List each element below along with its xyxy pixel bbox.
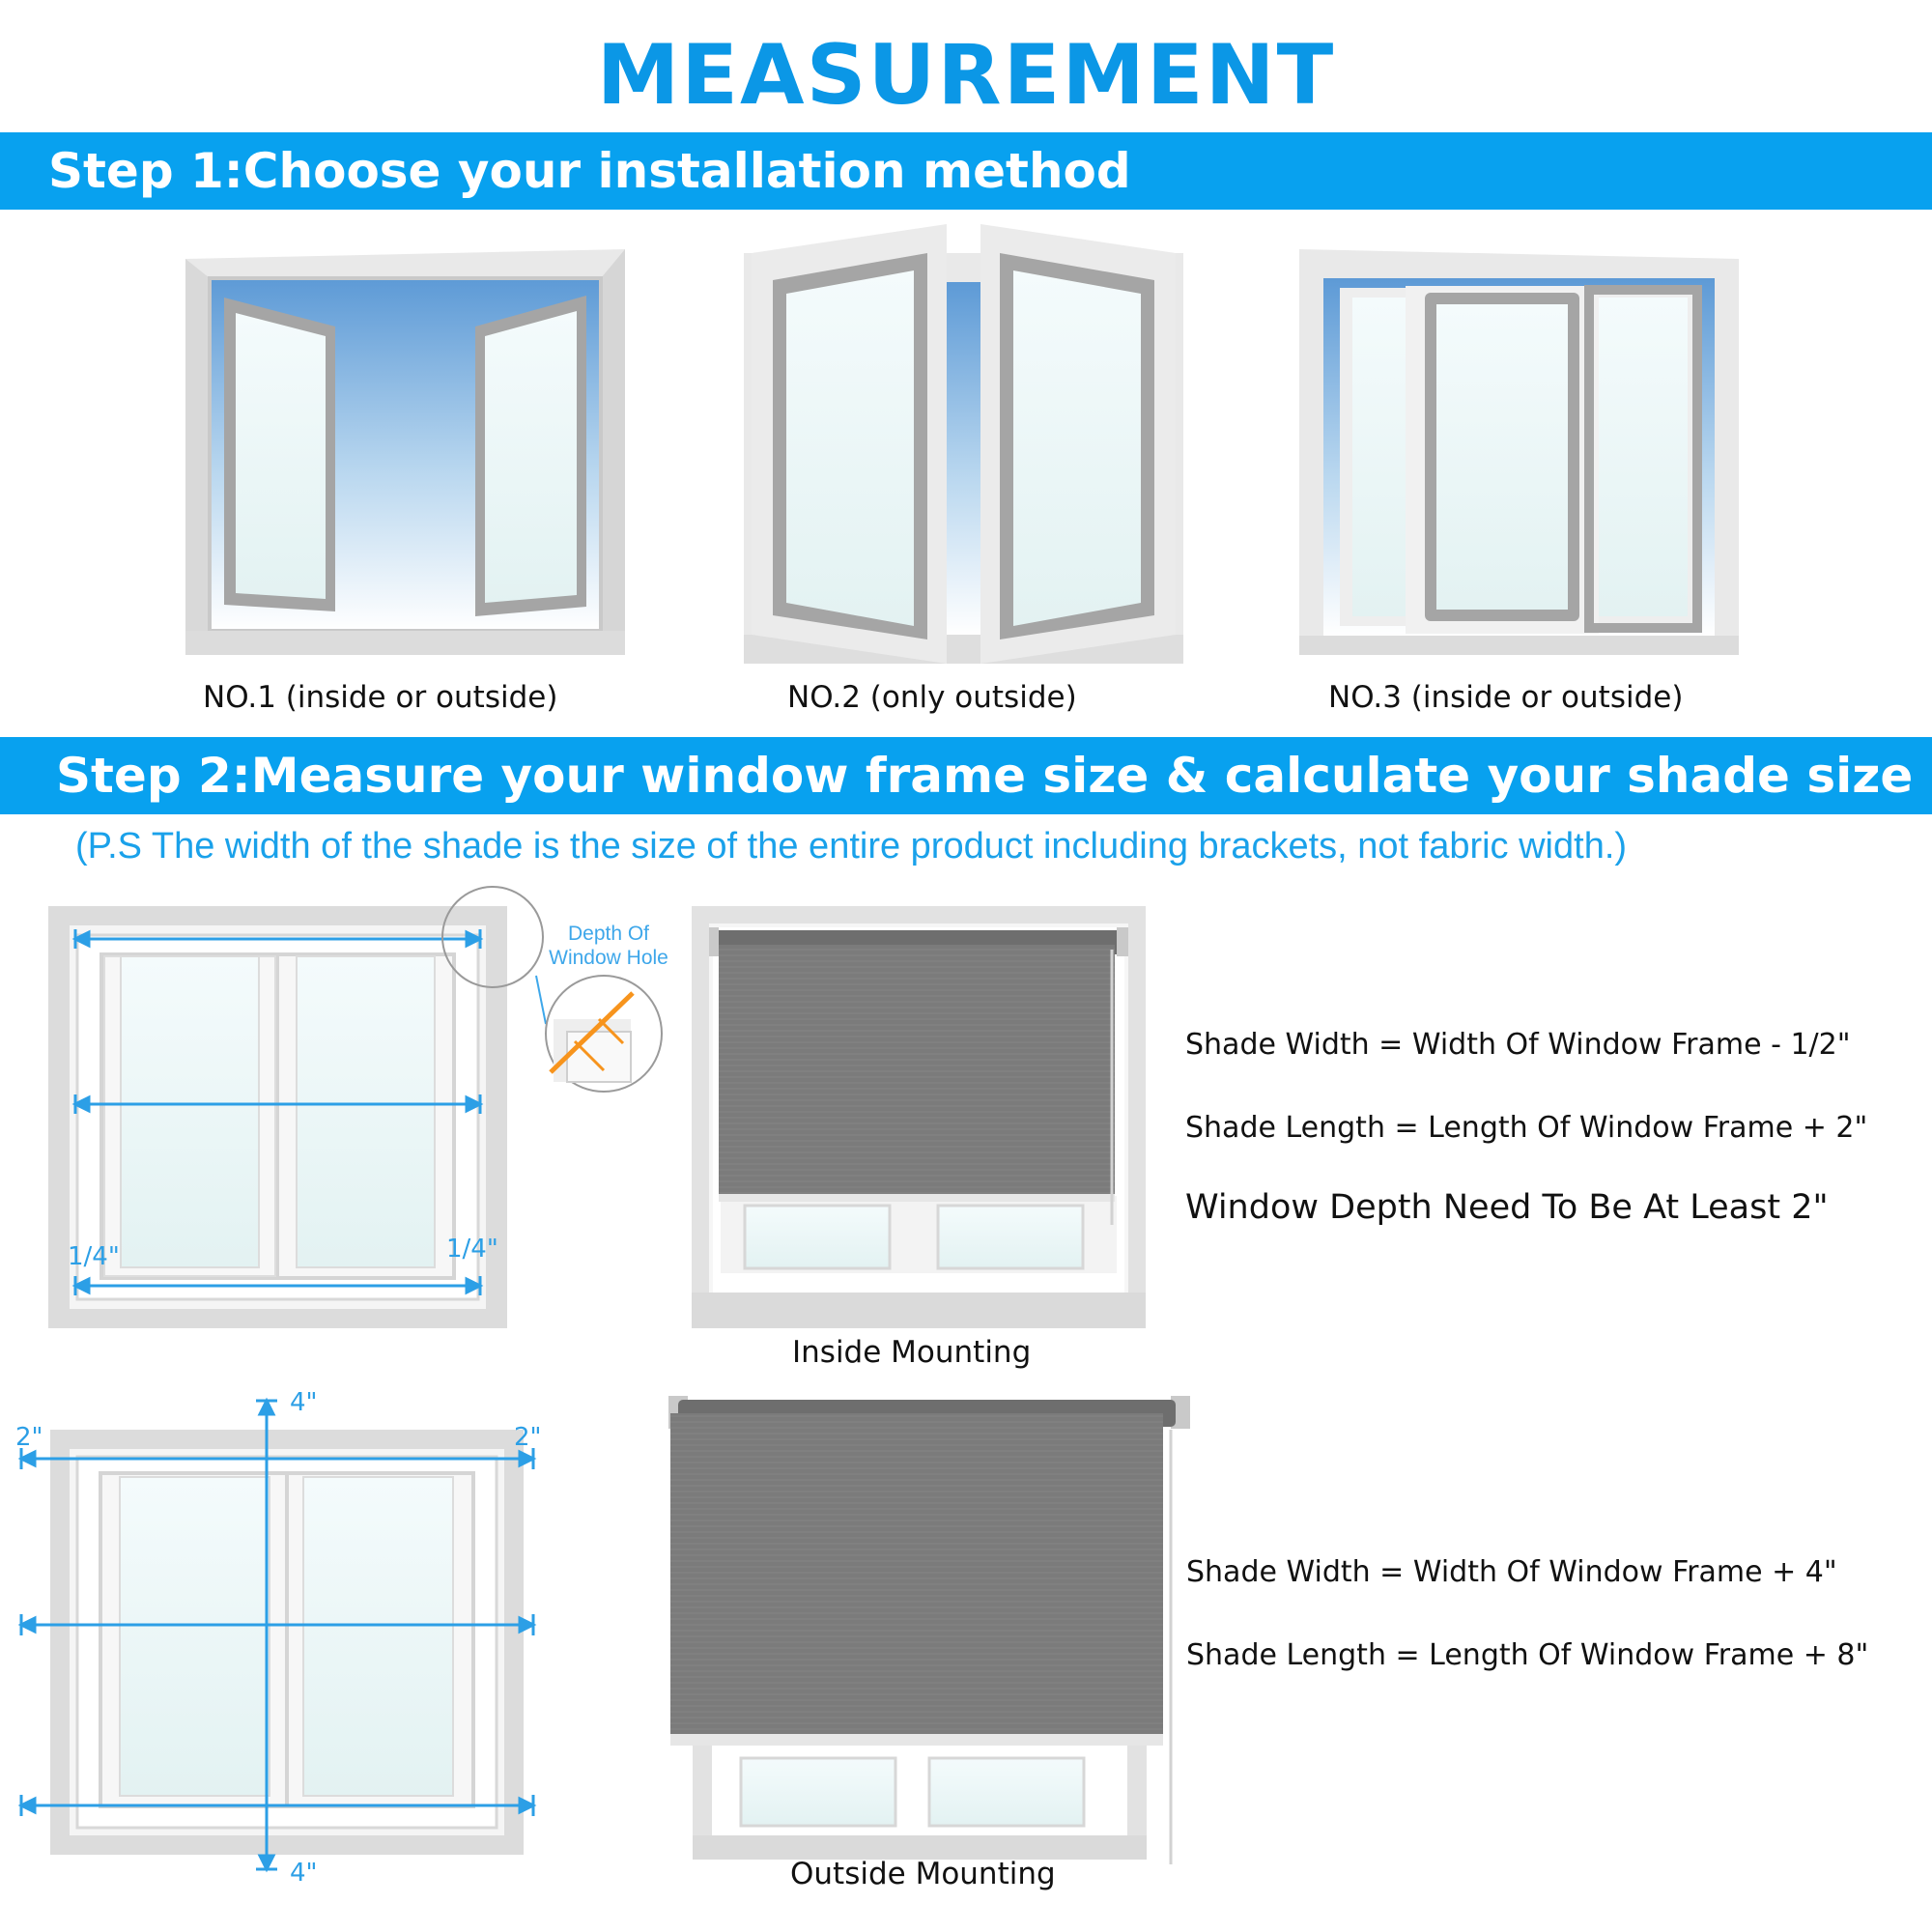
depth-label-line2: Window Hole [549, 947, 668, 969]
depth-callout-icon [526, 966, 681, 1092]
window-style-1-illustration [185, 249, 625, 655]
outside-measure-diagram [17, 1396, 539, 1889]
outside-margin-top-label: 4" [290, 1388, 318, 1417]
page-title: MEASUREMENT [596, 27, 1336, 124]
inside-length-formula: Shade Length = Length Of Window Frame + 2" [1185, 1111, 1868, 1145]
ps-note: (P.S The width of the shade is the size of the entire product including brackets, not fabric width.) [75, 826, 1628, 867]
option3-label: NO.3 (inside or outside) [1328, 680, 1684, 715]
outside-width-formula: Shade Width = Width Of Window Frame + 4" [1186, 1555, 1837, 1589]
step2-heading: Step 2:Measure your window frame size & calculate your shade size [0, 737, 1932, 814]
window-style-2-illustration [744, 224, 1183, 664]
depth-label-line1: Depth Of [567, 923, 650, 945]
outside-mounting-illustration [649, 1396, 1190, 1860]
inside-width-formula: Shade Width = Width Of Window Frame - 1/2" [1185, 1028, 1851, 1062]
inside-margin-right-label: 1/4" [446, 1235, 498, 1264]
outside-margin-left-label: 2" [15, 1423, 43, 1452]
inside-margin-left-label: 1/4" [68, 1242, 120, 1271]
outside-length-formula: Shade Length = Length Of Window Frame + 8" [1186, 1638, 1869, 1672]
inside-mounting-illustration [692, 906, 1146, 1328]
outside-mounting-caption: Outside Mounting [790, 1857, 1056, 1891]
outside-margin-bottom-label: 4" [290, 1859, 318, 1888]
depth-requirement: Window Depth Need To Be At Least 2" [1185, 1188, 1829, 1227]
option2-label: NO.2 (only outside) [787, 680, 1077, 715]
step1-heading: Step 1:Choose your installation method [0, 132, 1932, 210]
window-style-3-illustration [1299, 249, 1739, 655]
option1-label: NO.1 (inside or outside) [203, 680, 558, 715]
outside-margin-right-label: 2" [514, 1423, 542, 1452]
inside-mounting-caption: Inside Mounting [792, 1335, 1032, 1370]
depth-label [536, 922, 681, 970]
